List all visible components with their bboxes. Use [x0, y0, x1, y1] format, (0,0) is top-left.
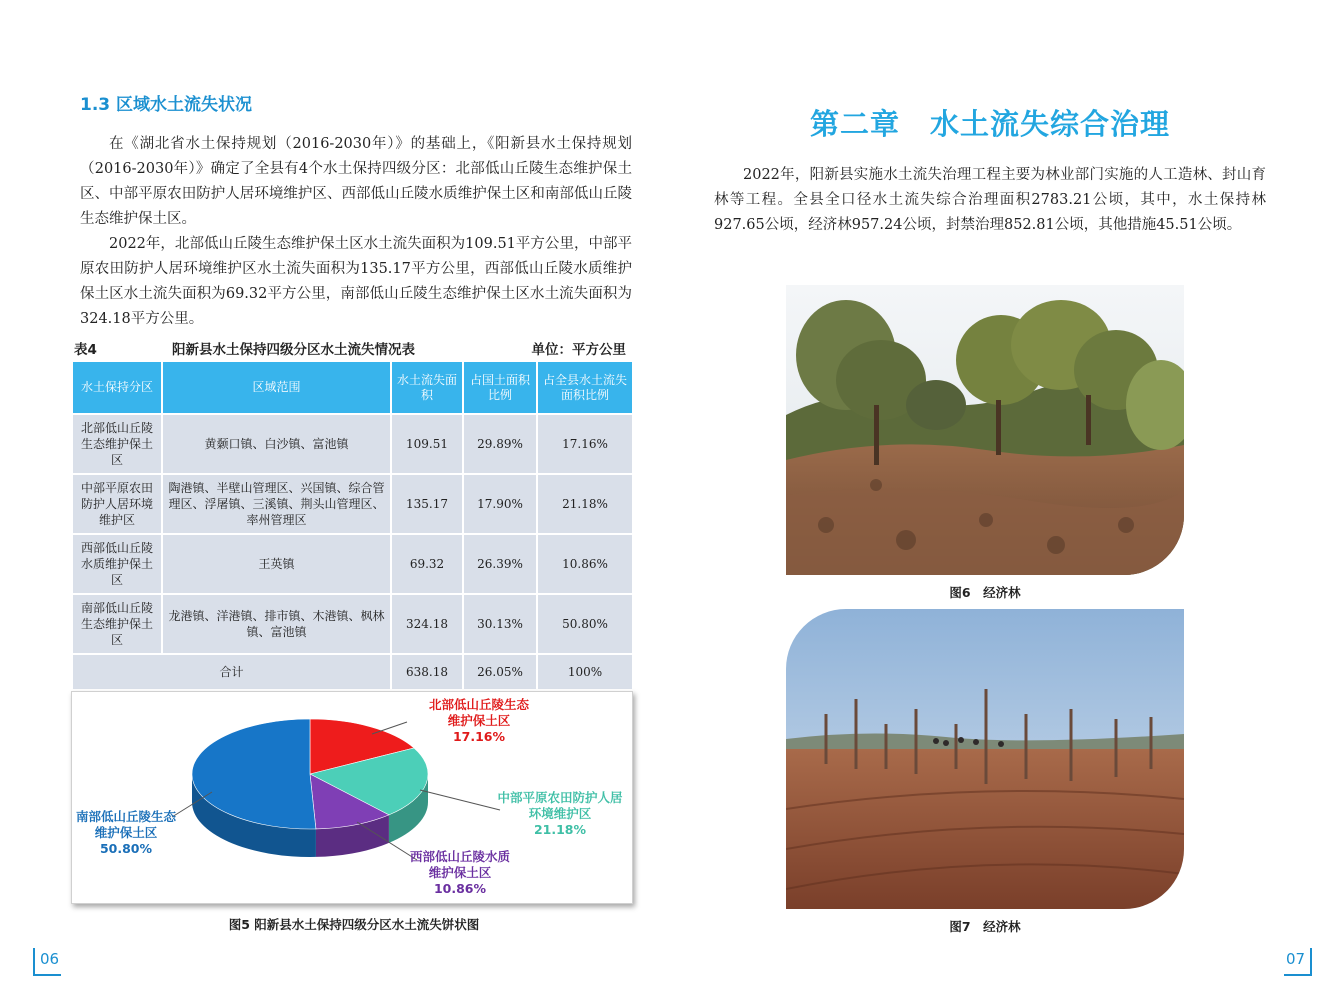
pie-label-south-name: 南部低山丘陵生态维护保土区 [76, 809, 177, 840]
table-cell: 109.51 [391, 414, 463, 474]
header-cell: 水土流失面积 [391, 361, 463, 414]
photo1-image [786, 285, 1184, 575]
table-cell: 南部低山丘陵生态维护保土区 [72, 594, 162, 654]
pie-label-west [406, 849, 514, 897]
page-number-underline-right [1284, 974, 1312, 976]
economic-forest-photo-1 [786, 285, 1184, 575]
table-cell: 西部低山丘陵水质维护保土区 [72, 534, 162, 594]
table-caption [74, 338, 630, 358]
table-cell: 26.39% [463, 534, 537, 594]
figure5-caption: 图5 阳新县水土保持四级分区水土流失饼状图 [228, 917, 480, 932]
pie-label-north-name: 北部低山丘陵生态维护保土区 [428, 697, 529, 728]
area-paragraph: 2022年，北部低山丘陵生态维护保土区水土流失面积为109.51平方公里，中部平原农田防护人居环境维护区水土流失面积为135.17平方公里，西部低山丘陵水质维护保土区水土流失面积为69.32平方公里，南部低山丘陵生态维护保土区水土流失面积为324.18平方公里。 [80, 236, 632, 327]
pie-label-north-value: 17.16% [452, 729, 506, 744]
intro-paragraph: 在《湖北省水土保持规划（2016-2030年）》的基础上，《阳新县水土保持规划（2016-2030年）》确定了全县有4个水土保持四级分区：北部低山丘陵生态维护保土区、中部平原农田防护人居环境维护区、西部低山丘陵水质维护保土区和南部低山丘陵生态维护保土区。 [80, 136, 632, 227]
table-total-row [72, 654, 633, 690]
soil-erosion-table [71, 360, 634, 691]
table-cell: 69.32 [391, 534, 463, 594]
page-number-underline [33, 974, 61, 976]
figure7-caption: 图7 经济林 [949, 919, 1021, 934]
pie-label-south [76, 809, 176, 857]
pie-label-central [496, 790, 624, 838]
table-cell: 北部低山丘陵生态维护保土区 [72, 414, 162, 474]
table-cell: 黄颡口镇、白沙镇、富池镇 [162, 414, 391, 474]
pie-label-south-value: 50.80% [99, 841, 153, 856]
pie-label-west-name: 西部低山丘陵水质维护保土区 [409, 849, 510, 880]
table-cell: 29.89% [463, 414, 537, 474]
table-cell: 龙港镇、洋港镇、排市镇、木港镇、枫林镇、富池镇 [162, 594, 391, 654]
table-row [72, 534, 633, 594]
table-row [72, 414, 633, 474]
table-cell: 21.18% [537, 474, 633, 534]
table-cell: 100% [537, 654, 633, 690]
table-cell: 30.13% [463, 594, 537, 654]
table-cell: 中部平原农田防护人居环境维护区 [72, 474, 162, 534]
table-unit: 单位：平方公里 [531, 342, 626, 358]
pie-leader-line [420, 790, 500, 810]
pie-leader-line [372, 722, 407, 734]
table-number: 表4 [74, 342, 97, 358]
economic-forest-photo-2 [786, 609, 1184, 909]
page-number-bar [33, 948, 35, 976]
pie-label-central-value: 21.18% [533, 822, 587, 837]
table-header-row [72, 361, 633, 414]
pie-label-north [404, 697, 554, 745]
table-cell: 合计 [72, 654, 391, 690]
header-cell: 占全县水土流失面积比例 [537, 361, 633, 414]
table-row [72, 594, 633, 654]
table-cell: 50.80% [537, 594, 633, 654]
table-cell: 陶港镇、半壁山管理区、兴国镇、综合管理区、浮屠镇、三溪镇、荆头山管理区、率州管理区 [162, 474, 391, 534]
table-row [72, 474, 633, 534]
photo2-image [786, 609, 1184, 909]
page-number-bar-right [1310, 948, 1312, 976]
table-cell: 10.86% [537, 534, 633, 594]
header-cell: 水土保持分区 [72, 361, 162, 414]
chapter-title: 第二章 水土流失综合治理 [809, 107, 1170, 141]
table-cell: 王英镇 [162, 534, 391, 594]
page-number-left: 06 [40, 950, 60, 968]
section-title: 1.3 区域水土流失状况 [80, 95, 253, 115]
table-cell: 17.16% [537, 414, 633, 474]
header-cell: 区域范围 [162, 361, 391, 414]
table-cell: 17.90% [463, 474, 537, 534]
pie-label-central-name: 中部平原农田防护人居环境维护区 [497, 790, 623, 821]
page-number-right: 07 [1286, 950, 1306, 968]
table-cell: 638.18 [391, 654, 463, 690]
pie-label-west-value: 10.86% [433, 881, 487, 896]
figure6-caption: 图6 经济林 [949, 585, 1021, 600]
table-cell: 324.18 [391, 594, 463, 654]
pie-chart-frame [71, 691, 633, 904]
table-cell: 135.17 [391, 474, 463, 534]
header-cell: 占国土面积比例 [463, 361, 537, 414]
table-cell: 26.05% [463, 654, 537, 690]
table-title: 阳新县水土保持四级分区水土流失情况表 [172, 342, 415, 358]
chapter-paragraph: 2022年，阳新县实施水土流失治理工程主要为林业部门实施的人工造林、封山育林等工程。全县全口径水土流失综合治理面积2783.21公顷，其中，水土保持林927.65公顷，经济林957.24公顷，封禁治理852.81公顷，其他措施45.51公顷。 [714, 167, 1266, 233]
